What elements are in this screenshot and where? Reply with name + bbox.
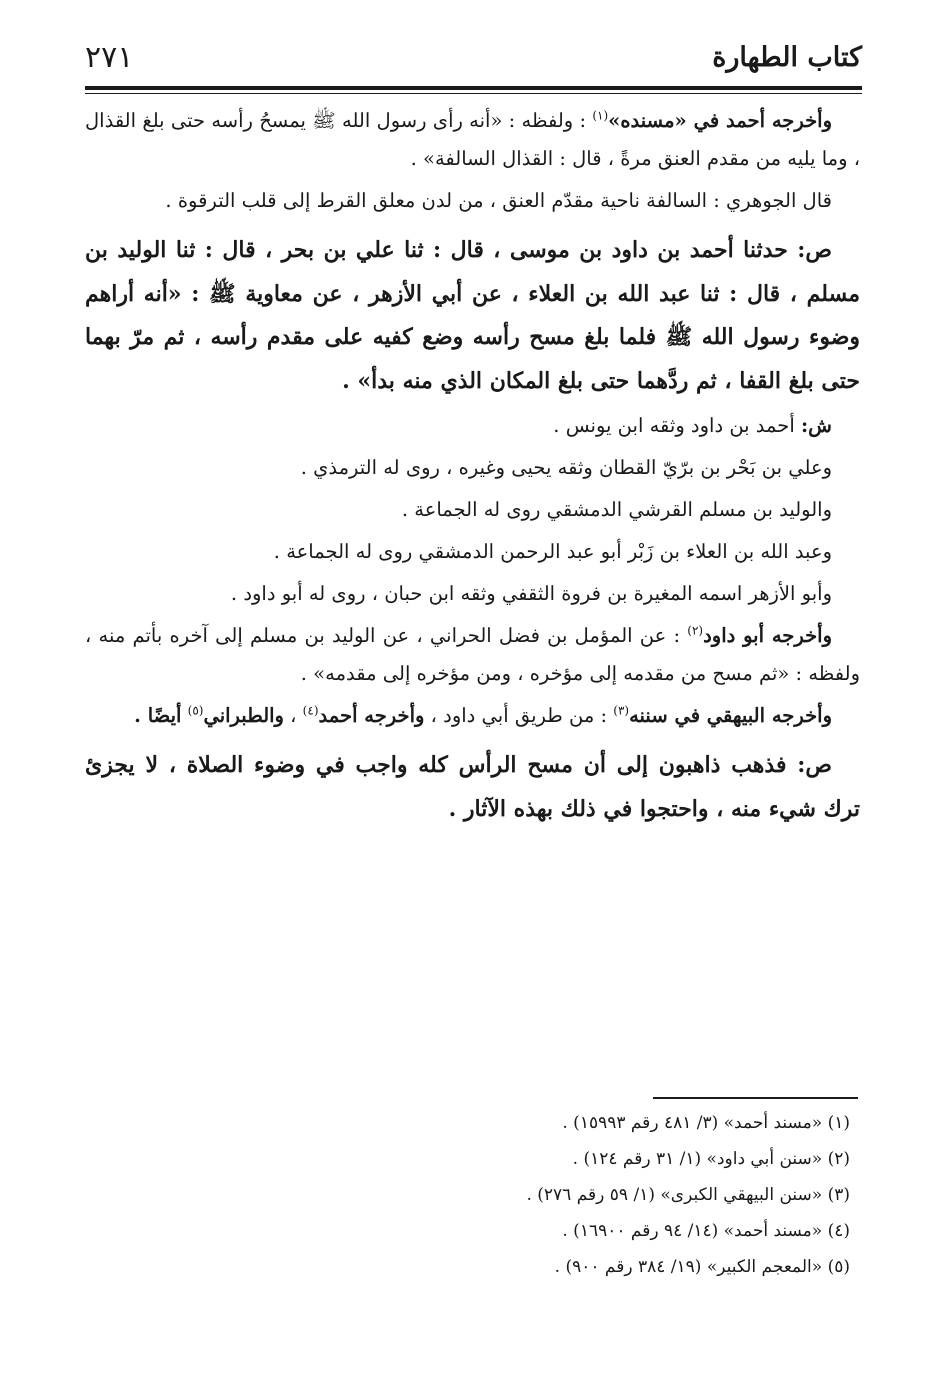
footnote-5: (٥) «المعجم الكبير» (١٩/ ٣٨٤ رقم ٩٠٠) . xyxy=(554,1257,850,1277)
paragraph-4-label: ش: xyxy=(800,414,832,437)
paragraph-10-tail: أيضًا . xyxy=(134,704,182,727)
paragraph-11-text: فذهب ذاهبون إلى أن مسح الرأس كله واجب في وضوء الصلاة ، لا يجزئ ترك شيء منه ، واحتجوا في ذلك بهذه الآثار . xyxy=(85,752,860,822)
paragraph-9-lead: وأخرجه أبو داود xyxy=(703,624,832,647)
paragraph-3-text: حدثنا أحمد بن داود بن موسى ، قال : ثنا علي بن بحر ، قال : ثنا الوليد بن مسلم ، قال : ثنا عبد الله بن العلاء ، عن أبي الأزهر ، عن معاوية ﷺ : «أنه أراهم وضوء رسول الله ﷺ فلما بلغ مسح رأسه وضع كفيه على مقدم رأسه ، ثم مرّ بهما حتى بلغ القفا ، ثم ردَّهما حتى بلغ المكان الذي منه بدأ» . xyxy=(85,237,860,394)
footnote-rule xyxy=(653,1097,858,1099)
paragraph-10-lead: وأخرجه البيهقي في سننه xyxy=(629,704,832,727)
footnote-ref-2: (٢) xyxy=(687,623,704,638)
paragraph-10-sep: ، xyxy=(290,704,297,727)
footnote-2: (٢) «سنن أبي داود» (١/ ٣١ رقم ١٢٤) . xyxy=(572,1149,850,1169)
paragraph-3 xyxy=(85,229,860,403)
paragraph-1 xyxy=(85,102,860,178)
paragraph-4 xyxy=(85,407,860,445)
paragraph-9 xyxy=(85,617,860,693)
paragraph-5: وعلي بن بَحْر بن برّيّ القطان وثقه يحيى وغيره ، روى له الترمذي . xyxy=(300,456,832,479)
paragraph-2: قال الجوهري : السالفة ناحية مقدّم العنق ، من لدن معلق القرط إلى قلب الترقوة . xyxy=(165,189,832,212)
paragraph-11-label: ص: xyxy=(797,752,832,778)
paragraph-10-mid: : من طريق أبي داود ، xyxy=(430,704,608,727)
footnote-3: (٣) «سنن البيهقي الكبرى» (١/ ٥٩ رقم ٢٧٦) . xyxy=(526,1185,850,1205)
paragraph-8: وأبو الأزهر اسمه المغيرة بن فروة الثقفي وثقه ابن حبان ، روى له أبو داود . xyxy=(230,582,832,605)
paragraph-4-text: أحمد بن داود وثقه ابن يونس . xyxy=(553,414,795,437)
footnote-1: (١) «مسند أحمد» (٣/ ٤٨١ رقم ١٥٩٩٣) . xyxy=(562,1113,850,1133)
footnote-ref-1: (١) xyxy=(592,108,609,123)
paragraph-9-text: : عن المؤمل بن فضل الحراني ، عن الوليد بن مسلم إلى آخره بأتم منه ، ولفظه : «ثم مسح من مقدمه إلى مؤخره ، ومن مؤخره إلى مقدمه» . xyxy=(85,624,860,685)
page-number: ٢٧١ xyxy=(85,40,134,75)
header-rule-thick xyxy=(85,86,862,90)
footnote-ref-5: (٥) xyxy=(187,703,204,718)
footnotes xyxy=(86,1105,850,1285)
paragraph-10-lead3: والطبراني xyxy=(203,704,284,727)
header-rule-thin xyxy=(85,93,862,94)
paragraph-3-label: ص: xyxy=(797,237,832,263)
main-text xyxy=(85,102,860,831)
paragraph-6: والوليد بن مسلم القرشي الدمشقي روى له الجماعة . xyxy=(401,498,832,521)
page-header xyxy=(85,28,862,84)
footnote-ref-4: (٤) xyxy=(302,703,319,718)
footnote-ref-3: (٣) xyxy=(613,703,630,718)
paragraph-11 xyxy=(85,744,860,831)
paragraph-1-text: : ولفظه : «أنه رأى رسول الله ﷺ يمسحُ رأسه حتى بلغ القذال ، وما يليه من مقدم العنق مرةً ، قال : القذال السالفة» . xyxy=(85,109,860,170)
chapter-title: كتاب الطهارة xyxy=(712,42,862,73)
footnote-4: (٤) «مسند أحمد» (١٤/ ٩٤ رقم ١٦٩٠٠) . xyxy=(562,1221,850,1241)
paragraph-1-lead: وأخرجه أحمد في «مسنده» xyxy=(608,109,833,132)
paragraph-7: وعبد الله بن العلاء بن زَبْر أبو عبد الرحمن الدمشقي روى له الجماعة . xyxy=(273,540,832,563)
paragraph-10-lead2: وأخرجه أحمد xyxy=(318,704,425,727)
paragraph-10 xyxy=(85,697,860,735)
